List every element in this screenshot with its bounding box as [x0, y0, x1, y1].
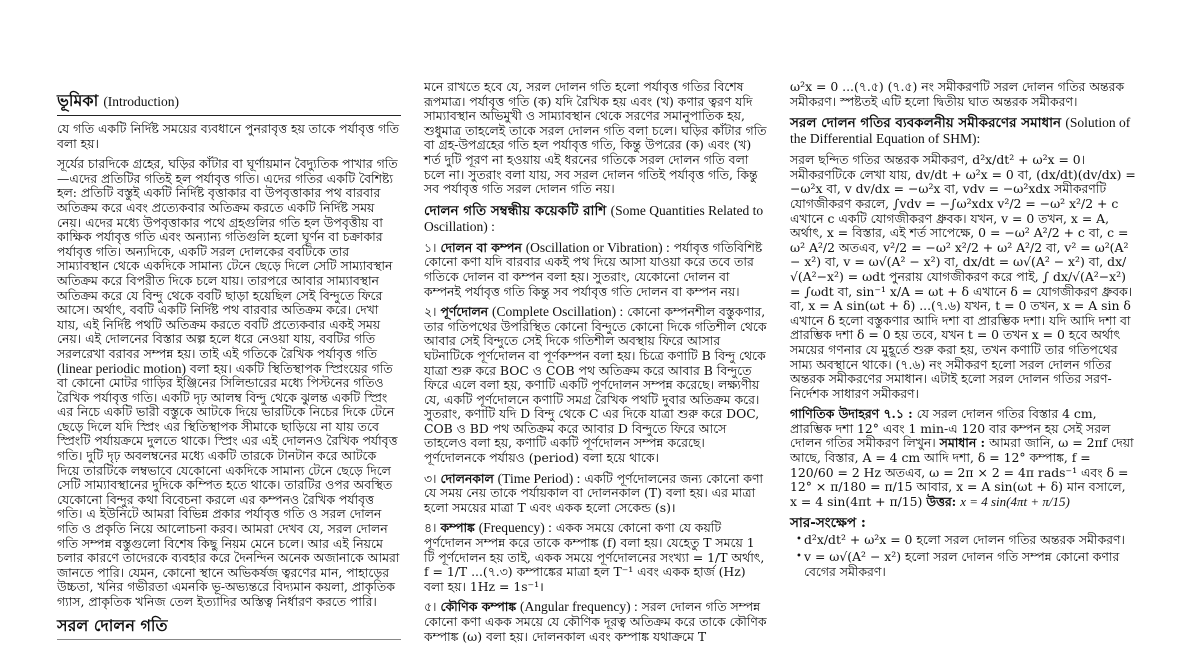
item-title-en: (Complete Oscillation) : [492, 304, 624, 320]
column-right [790, 0, 1136, 581]
intro-paragraph [57, 157, 401, 609]
item-number: ৫। [424, 599, 437, 615]
quantity-item-oscillation [424, 241, 768, 299]
intro-paragraph-en: (linear periodic motion) [57, 360, 186, 376]
summary-list [790, 533, 1136, 579]
solution-heading [790, 115, 1136, 147]
math-example [790, 407, 1136, 509]
shm-heading [57, 616, 401, 640]
example-label: গাণিতিক উদাহরণ ৭.১ : [790, 406, 913, 422]
quantity-item-angular-frequency [424, 600, 768, 644]
item-title-en: (Time Period) : [497, 470, 581, 486]
item-title-bn: দোলনকাল [440, 470, 494, 486]
solution-heading-en: (Solution of the Differential Equation of SHM): [790, 115, 1131, 147]
shm-heading-text: সরল দোলন গতি [57, 615, 168, 635]
quantities-heading [424, 203, 768, 235]
differential-equation-paragraph: ω²x = 0 ...(৭.৫) (৭.৫) নং সমীকরণটি সরল দোলন গতির অন্তরক সমীকরণ। স্পষ্টতই এটি হলো দ্বিতীয় ঘাত অন্তরক সমীকরণ। [790, 79, 1125, 109]
quantities-heading-bn: দোলন গতি সম্বন্ধীয় কয়েকটি রাশি [424, 202, 607, 219]
summary-heading [790, 515, 1136, 531]
item-title-bn: দোলন বা কম্পন [440, 239, 522, 255]
quantities-heading-en: (Some Quantities Related to Oscillation) : [424, 202, 764, 234]
quantity-item-time-period [424, 472, 768, 516]
item-body: সরল দোলন গতি সম্পন্ন কোনো কণা একক সময়ে যে কৌণিক দূরত্ব অতিক্রম করে তাকে কৌণিক কম্পাঙ্ক (ω) বলা হয়। দোলনকাল এবং কম্পাঙ্ক যথাক্রমে T [424, 599, 767, 644]
item-number: ৩। [424, 470, 437, 486]
item-title-bn: কম্পাঙ্ক [440, 520, 475, 536]
answer-label: উত্তর: [926, 493, 957, 509]
answer-text: x = 4 sin(4πt + π/15) [960, 493, 1070, 509]
quantity-item-frequency [424, 521, 768, 594]
item-title-en: (Frequency) : [478, 520, 552, 536]
column-middle [424, 0, 768, 650]
item-number: ২। [424, 304, 437, 320]
item-number: ১। [424, 239, 437, 255]
solution-text: আমরা জানি, ω = 2πf দেয়া আছে, বিস্তার, A = 4 cm আদি দশা, δ = 12° কম্পাঙ্ক, f = 120/60 = 2 Hz অতএব, ω = 2π × 2 = 4π rads⁻¹ এবং δ = 12° × π/180 = π/15 আবার, x = A sin(ωt + δ) মান বসালে, x = 4 sin(4πt + π/15) [790, 435, 1134, 509]
summary-item: • d²x/dt² + ω²x = 0 হলো সরল দোলন গতির অন্তরক সমীকরণ। [796, 533, 1136, 548]
item-title-bn: পূর্ণদোলন [440, 304, 489, 320]
item-body: একটি পূর্ণদোলনের জন্য কোনো কণা যে সময় নেয় তাকে পর্যায়কাল বা দোলনকাল (T) বলা হয়। এর মাত্রা হলো সময়ের মাত্রা T এবং একক হলো সেকেন্ড (s)। [424, 470, 764, 515]
item-title-en: (Angular frequency) : [520, 599, 638, 615]
item-body: কোনো কম্পনশীল বস্তুকণার, তার গতিপথের উপরিস্থিত কোনো বিন্দুতে কোনো দিকে গতিশীল থেকে আবার সেই বিন্দুতে সেই দিকে গতিশীল অবস্থায় ফিরে আসার ঘটনাটিকে পূর্ণদোলন বা পূর্ণকম্পন বলা হয়। চিত্রে কণাটি B বিন্দু থেকে যাত্রা শুরু করে BOC ও COB পথ অতিক্রম করে আবার B বিন্দুতে ফিরে এলে বলা হয়, কণাটি একটি পূর্ণদোলন সম্পন্ন করেছে। লক্ষ্যণীয় যে, একটি পূর্ণদোলনে কণাটি সমগ্র রৈখিক পথটি দুবার অতিক্রম করে। সুতরাং, কণাটি যদি D বিন্দু থেকে C এর দিকে যাত্রা শুরু করে DOC, COB ও BD পথ অতিক্রম করে আবার D বিন্দুতে ফিরে আসে তাহলেও বলা হয়, কণাটি একটি পূর্ণদোলন সম্পন্ন করেছে। পূর্ণদোলনকে পর্যায়ও (period) বলা হয়ে থাকে। [424, 304, 767, 466]
solution-heading-bn: সরল দোলন গতির ব্যবকলনীয় সমীকরণের সমাধান [790, 115, 1062, 132]
summary-heading-text: সার-সংক্ষেপ : [790, 515, 866, 532]
solution-derivation: সরল ছন্দিত গতির অন্তরক সমীকরণ, d²x/dt² + ω²x = 0। সমীকরণটিকে লেখা যায়, dv/dt + ω²x = 0 বা, (dx/dt)(dv/dx) = −ω²x বা, v dv/dx = −ω²x বা, vdv = −ω²xdx সমীকরণটি যোগজীকরণ করলে, ∫vdv = −∫ω²xdx v²/2 = −ω² x²/2 + c এখানে c একটি যোগজীকরণ ধ্রুবক। যখন, v = 0 তখন, x = A, অর্থাৎ, x = বিস্তার, এই শর্ত সাপেক্ষে, 0 = −ω² A²/2 + c বা, c = ω² A²/2 অতএব, v²/2 = −ω² x²/2 + ω² A²/2 বা, v² = ω²(A² − x²) বা, v = ω√(A² − x²) বা, dx/dt = ω√(A² − x²) বা, dx/√(A²−x²) = ωdt পুনরায় যোগজীকরণ করে পাই, ∫ dx/√(A²−x²) = ∫ωdt বা, sin⁻¹ x/A = ωt + δ এখানে δ = যোগজীকরণ ধ্রুবক। বা, x = A sin(ωt + δ) ...(৭.৬) যখন, t = 0 তখন, x = A sin δ এখানে δ হলো বস্তুকণার আদি দশা বা প্রারম্ভিক দশা। যদি আদি দশা বা প্রারম্ভিক দশা δ = 0 হয় তবে, যখন t = 0 তখন x = 0 হবে অর্থাৎ সময়ের গণনার যে মুহূর্তে শুরু করা হয়, তখন কণাটি তার গতিপথের সাম্য অবস্থানে থাকে। (৭.৬) নং সমীকরণ হলো সরল দোলন গতির অন্তরক সমীকরণের সমাধান। এটাই হলো সরল দোলন গতির সরণ-নির্দেশক সাধারণ সমীকরণ। [790, 152, 1136, 401]
intro-paragraph-part1: সূর্যের চারদিকে গ্রহের, ঘড়ির কাঁটার বা ঘূর্ণায়মান বৈদ্যুতিক পাখার গতি—এদের প্রতিটির গতিই হল পর্যাবৃত্ত গতি। এদের গতির একটি বৈশিষ্ট্য হল: প্রতিটি বস্তুই একটি নির্দিষ্ট বৃত্তাকার বা উপবৃত্তাকার পথ বারবার অতিক্রম করে এবং প্রত্যেকবার অতিক্রম করতে একটি নির্দিষ্ট সময় নেয়। এদের মধ্যে উপবৃত্তাকার পথে গ্রহগুলির গতি হল উপবৃত্তীয় বা কাক্ষিক পর্যাবৃত্ত গতি এবং অন্যান্য গতিগুলি হলো ঘূর্ণন বা চক্রাকার পর্যাবৃত্ত গতি। অন্যদিকে, একটি সরল দোলকের ববটিকে তার সাম্যাবস্থান থেকে একদিকে সামান্য টেনে ছেড়ে দিলে সেটি সাম্যাবস্থান অতিক্রম করে বিপরীত দিকে চলে যায়। তারপরে আবার সাম্যাবস্থান অতিক্রম করে যে বিন্দু থেকে ববটি ছাড়া হয়েছিল সেই বিন্দুতে ফিরে আসে। অর্থাৎ, ববটি একটি নির্দিষ্ট পথ বারবার অতিক্রম করে। দেখা যায়, এই নির্দিষ্ট পথটি অতিক্রম করতে ববটি প্রত্যেকবার একই সময় নেয়। এই দোলনের বিস্তার অল্প হলে ধরে নেওয়া যায়, ববটির গতি সরলরেখা বরাবর সম্পন্ন হয়। তাই এই গতিকে রৈখিক পর্যাবৃত্ত গতি [57, 156, 398, 361]
item-title-bn: কৌণিক কম্পাঙ্ক [440, 599, 517, 615]
example-question: যে সরল দোলন গতির বিস্তার 4 cm, প্রারম্ভিক দশা 12° এবং 1 min-এ 120 বার কম্পন হয় সেই সরল দোলন গতির সমীকরণ লিখুন। [790, 406, 1111, 451]
item-body: পর্যাবৃত্ত গতিবিশিষ্ট কোনো কণা যদি বারবার একই পথ দিয়ে আসা যাওয়া করে তবে তার গতিকে দোলন বা কম্পন বলা হয়। সুতরাং, যেকোনো দোলন বা কম্পনই পর্যাবৃত্ত গতি কিন্তু সব পর্যাবৃত্ত গতি দোলন বা কম্পন নয়। [424, 239, 763, 299]
item-title-en: (Oscillation or Vibration) : [525, 239, 670, 255]
intro-heading [57, 91, 401, 116]
intro-paragraph-part2: বলা হয়। একটি স্থিতিস্থাপক স্প্রিংয়ের গতি বা কোনো মোটর গাড়ির ইঞ্জিনের সিলিন্ডারের মধ্যে পিস্টনের গতিও রৈখিক পর্যাবৃত্ত গতি। একটি দৃঢ় আলম্ব বিন্দু থেকে ঝুলন্ত একটি স্প্রিং এর নিচে একটি ভারী বস্তুকে আটকে দিয়ে ভারটিকে নিচের দিকে টেনে ছেড়ে দিলে যদি স্প্রিং এর স্থিতিস্থাপক সীমাকে ছাড়িয়ে না যায় তবে স্প্রিংটি পর্যায়ক্রমে দুলতে থাকে। স্প্রিং এর এই দোলনও রৈখিক পর্যাবৃত্ত গতি। দুটি দৃঢ় অবলম্বনের মধ্যে একটি তারকে টানটান করে আটকে দিয়ে তারটিকে লম্বভাবে যেকোনো একদিকে সামান্য টেনে ছেড়ে দিলে সেটি সাম্যাবস্থানের দুদিকে কম্পিত হতে থাকে। তারটির ওপর অবস্থিত যেকোনো বিন্দুর কথা বিবেচনা করলে এর কম্পনও রৈখিক পর্যাবৃত্ত গতি। এ ইউনিটে আমরা বিভিন্ন প্রকার পর্যাবৃত্ত গতি ও সরল দোলন গতি ও প্রকৃতি নিয়ে আলোচনা করব। আমরা দেখব যে, সরল দোলন গতি সম্পন্ন বস্তুগুলো বিশেষ কিছু নিয়ম মেনে চলে। আর এই নিয়মে চলার কারণে তাদেরকে ব্যবহার করে দৈনন্দিন অনেক অজানাকে আমরা জানতে পারি। যেমন, কোনো স্থানে অভিকর্ষজ ত্বরণের মান, পাহাড়ের উচ্চতা, খনির গভীরতা এমনকি ভূ-অভ্যন্তরে বিদ্যমান কয়লা, প্রাকৃতিক গ্যাস, প্রাকৃতিক খনিজ তেল ইত্যাদির অস্তিত্ব নির্ধারণ করতে পারি। [57, 360, 400, 609]
quantity-item-complete-oscillation [424, 305, 768, 466]
solution-label: সমাধান : [939, 435, 986, 451]
intro-heading-en: (Introduction) [103, 94, 180, 109]
item-body: একক সময়ে কোনো কণা যে কয়টি পূর্ণদোলন সম্পন্ন করে তাকে কম্পাঙ্ক (f) বলা হয়। যেহেতু T সময়ে 1 টি পূর্ণদোলন হয় তাই, একক সময়ে পূর্ণদোলনের সংখ্যা = 1/T অর্থাৎ, f = 1/T ...(৭.৩) কম্পাঙ্কের মাত্রা হল T⁻¹ এবং একক হার্জ (Hz) বলা হয়। 1Hz = 1s⁻¹। [424, 520, 765, 594]
shm-periodic-paragraph: মনে রাখতে হবে যে, সরল দোলন গতি হলো পর্যাবৃত্ত গতির বিশেষ রূপমাত্র। পর্যাবৃত্ত গতি (ক) যদি রৈখিক হয় এবং (খ) কণার ত্বরণ যদি সাম্যাবস্থান অভিমুখী ও সাম্যাবস্থান থেকে সরণের সমানুপাতিক হয়, শুধুমাত্র তাহলেই তাকে সরল দোলন গতি বলা চলে। ঘড়ির কাঁটার গতি বা গ্রহ-উপগ্রহের গতি হল পর্যাবৃত্ত গতি, কিন্তু উপরের (ক) এবং (খ) শর্ত দুটি পূরণ না হওয়ায় এই ধরনের গতিকে সরল দোলন গতি বলা চলে না। সুতরাং বলা যায়, সব সরল দোলন গতিই পর্যাবৃত্ত গতি, কিন্তু সব পর্যাবৃত্ত গতি সরল দোলন গতি নয়। [424, 79, 767, 197]
item-number: ৪। [424, 520, 437, 536]
summary-item: • v = ω√(A² − x²) হলো সরল দোলন গতি সম্পন্ন কোনো কণার বেগের সমীকরণ। [796, 550, 1136, 579]
intro-definition: যে গতি একটি নির্দিষ্ট সময়ের ব্যবধানে পুনরাবৃত্ত হয় তাকে পর্যাবৃত্ত গতি বলা হয়। [57, 121, 399, 151]
column-left [57, 0, 401, 640]
intro-heading-bn: ভূমিকা [57, 91, 99, 110]
